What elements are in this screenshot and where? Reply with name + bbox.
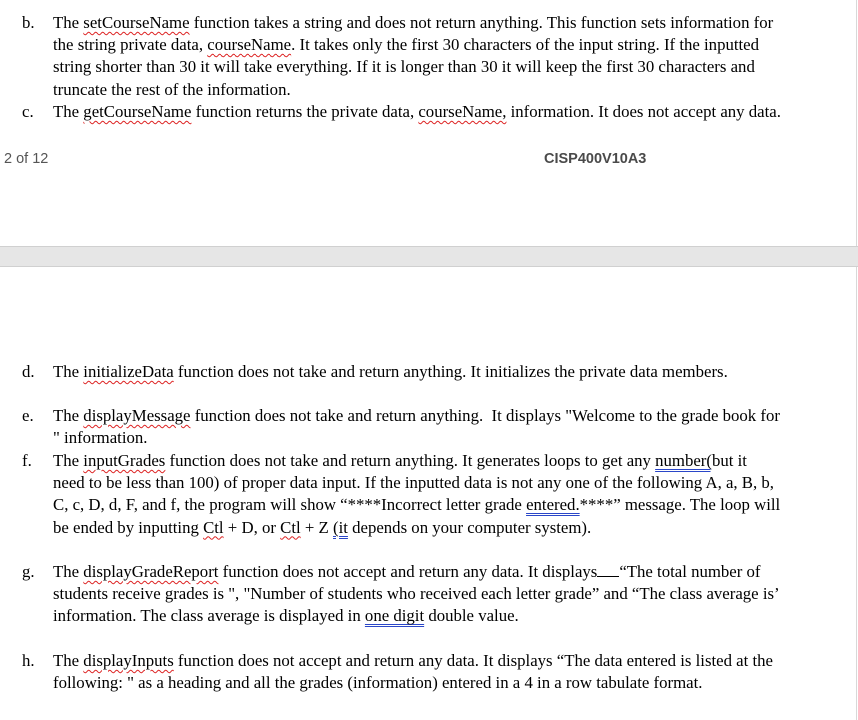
text-run: function does not accept and return any data. It displays “The data entered is listed at the following: " as a heading and all the grades (information) entered in a 4 in a row tabulate format. bbox=[53, 651, 773, 693]
item-label: f. bbox=[22, 451, 32, 470]
text-run: The bbox=[53, 562, 84, 581]
item-text bbox=[53, 12, 782, 101]
document-page-top bbox=[0, 0, 857, 246]
text-run: ****” message. The loop will be ended by inputting bbox=[53, 495, 781, 537]
data-name-term: courseName, bbox=[418, 102, 507, 121]
text-run: but it need to be less than 100) of proper data input. If the inputted data is not any one of the following A, a, B, b, C, c, D, d, F, and f, the program will show “****Incorrect letter grade bbox=[53, 451, 774, 515]
item-text bbox=[53, 450, 782, 539]
item-text bbox=[53, 650, 782, 694]
item-label: c. bbox=[22, 102, 34, 121]
text-run: + D, or bbox=[223, 517, 281, 537]
text-run: double value. bbox=[424, 606, 519, 626]
grammar-flag: (it bbox=[333, 517, 348, 537]
document-page-bottom bbox=[0, 267, 857, 720]
text-run: depends on your computer system). bbox=[347, 517, 592, 537]
page-number: 2 of 12 bbox=[4, 151, 49, 167]
text-run: function does not take and return anything. It initializes the private data members. bbox=[173, 362, 728, 381]
page-separator bbox=[0, 246, 858, 267]
item-label: g. bbox=[22, 562, 35, 581]
text-run: function does not take and return anything. It displays "Welcome to the grade book for " information. bbox=[53, 406, 806, 448]
text-run: + Z bbox=[300, 517, 333, 537]
item-label: h. bbox=[22, 651, 35, 670]
function-name: initializeData bbox=[83, 362, 174, 381]
text-run: function does not accept and return any data. It displays bbox=[218, 562, 598, 581]
function-name: setCourseName bbox=[83, 13, 190, 32]
text-run: The bbox=[53, 362, 84, 381]
text-run: The bbox=[53, 13, 84, 32]
item-text bbox=[53, 405, 806, 449]
item-text bbox=[53, 101, 782, 123]
text-run: function does not take and return anything. It generates loops to get any bbox=[165, 451, 656, 470]
list-item-h bbox=[22, 650, 782, 694]
item-label: b. bbox=[22, 13, 35, 32]
item-label: d. bbox=[22, 362, 35, 381]
list-item-e bbox=[22, 405, 806, 449]
function-name: displayMessage bbox=[83, 406, 191, 425]
text-run: . It takes only the first 30 characters of the input string. If the inputted string shorter than 30 it will take everything. If it is longer than 30 it will keep the first 30 characters and truncate the rest of the information. bbox=[53, 35, 760, 99]
item-text bbox=[53, 561, 782, 628]
list-item-c bbox=[22, 101, 782, 123]
text-run: The bbox=[53, 406, 84, 425]
grammar-flag: one digit bbox=[364, 606, 425, 626]
data-name-term: courseName bbox=[207, 35, 292, 55]
spelling-flag: Ctl bbox=[280, 517, 301, 537]
list-item-f bbox=[22, 450, 782, 539]
list-item-g bbox=[22, 561, 782, 628]
text-run: The bbox=[53, 651, 84, 670]
text-run: function returns the private data, bbox=[191, 102, 419, 121]
spelling-flag: Ctl bbox=[203, 517, 224, 537]
function-name: displayInputs bbox=[83, 651, 174, 670]
text-run: The bbox=[53, 102, 84, 121]
blank-underline bbox=[597, 563, 619, 577]
text-run: information. It does not accept any data. bbox=[506, 102, 781, 121]
list-item-d bbox=[22, 361, 782, 383]
function-name: displayGradeReport bbox=[83, 562, 219, 581]
item-label: e. bbox=[22, 406, 34, 425]
list-item-b bbox=[22, 12, 782, 101]
function-name: getCourseName bbox=[83, 102, 192, 121]
item-text bbox=[53, 361, 782, 383]
text-run: The bbox=[53, 451, 84, 470]
text-run: “The total number of students receive grades is ", "Number of students who received each letter grade” and “The class average is’ information. The class average is displayed in bbox=[53, 562, 779, 626]
text-run: function takes a string and does not return anything. This function sets information for the string private data, bbox=[53, 13, 774, 55]
grammar-flag: entered. bbox=[526, 495, 580, 515]
course-code: CISP400V10A3 bbox=[544, 151, 647, 167]
grammar-flag: number( bbox=[655, 451, 712, 470]
function-name: inputGrades bbox=[83, 451, 166, 470]
